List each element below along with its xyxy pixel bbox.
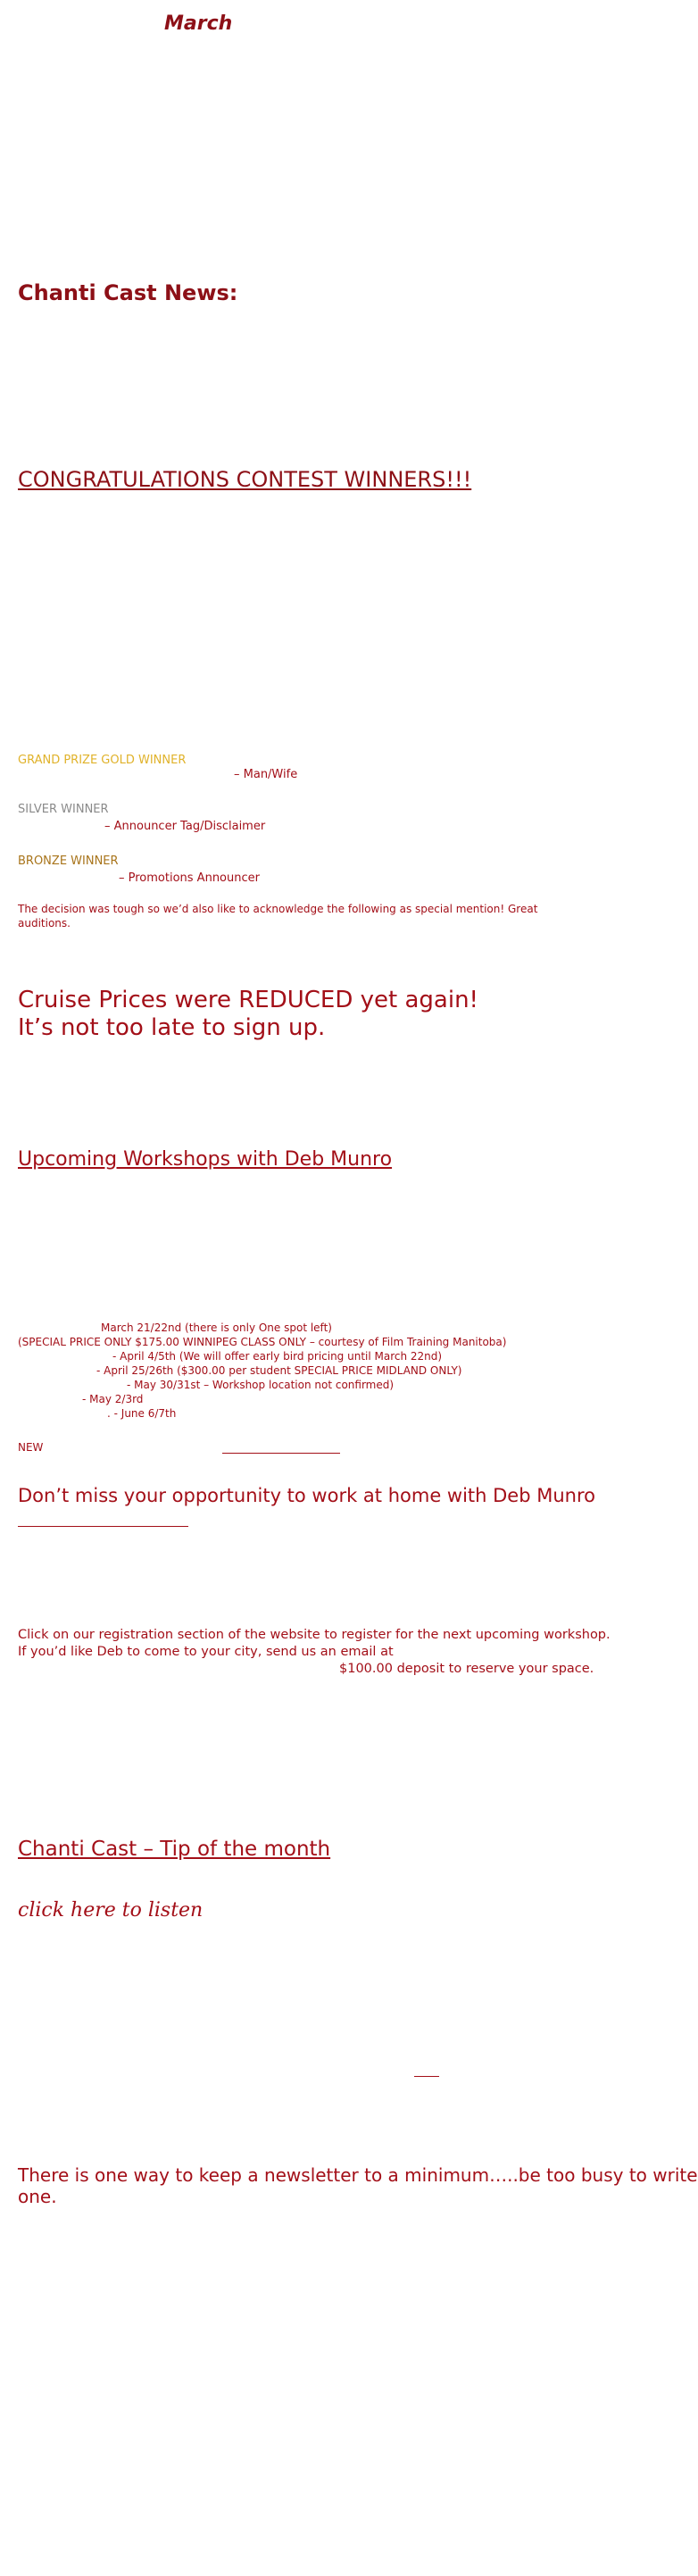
closing-line-2: one.	[18, 2186, 57, 2207]
closing-line-1: There is one way to keep a newsletter to a minimum…..be too busy to write	[18, 2164, 698, 2186]
bronze-winner-label: BRONZE WINNER	[18, 854, 119, 868]
workshop-date-april-4: - April 4/5th (We will offer early bird pricing until March 22nd)	[112, 1350, 443, 1363]
deposit-text: $100.00 deposit to reserve your space.	[339, 1662, 594, 1676]
bronze-winner-detail: – Promotions Announcer	[119, 871, 260, 885]
month-title: March	[164, 13, 233, 35]
workshop-date-may-30: - May 30/31st – Workshop location not confirmed)	[127, 1379, 395, 1391]
tip-heading: Chanti Cast – Tip of the month	[18, 1838, 331, 1861]
workshop-date-march: March 21/22nd (there is only One spot left)	[101, 1321, 332, 1334]
small-link[interactable]	[414, 2076, 439, 2077]
congrats-heading: CONGRATULATIONS CONTEST WINNERS!!!	[18, 467, 472, 492]
cruise-heading-line-2: It’s not too late to sign up.	[18, 1014, 326, 1041]
workshop-date-june-6: . - June 6/7th	[107, 1407, 177, 1420]
workshops-heading: Upcoming Workshops with Deb Munro	[18, 1148, 393, 1171]
new-label: NEW	[18, 1441, 44, 1454]
register-line-2: If you’d like Deb to come to your city, send us an email at	[18, 1645, 394, 1659]
new-workshop-link[interactable]	[222, 1453, 340, 1454]
listen-link[interactable]: click here to listen	[18, 1899, 204, 1922]
work-at-home-link[interactable]	[18, 1526, 188, 1527]
register-line-1: Click on our registration section of the website to register for the next upcoming workshop.	[18, 1628, 611, 1642]
work-at-home-heading: Don’t miss your opportunity to work at home with Deb Munro	[18, 1485, 595, 1506]
cruise-heading-line-1: Cruise Prices were REDUCED yet again!	[18, 987, 478, 1013]
silver-winner-detail: – Announcer Tag/Disclaimer	[104, 820, 266, 833]
workshop-winnipeg-price: (SPECIAL PRICE ONLY $175.00 WINNIPEG CLASS ONLY – courtesy of Film Training Manitoba)	[18, 1336, 507, 1348]
gold-winner-detail: – Man/Wife	[234, 768, 298, 781]
workshop-date-april-25: - April 25/26th ($300.00 per student SPECIAL PRICE MIDLAND ONLY)	[96, 1364, 462, 1377]
special-mention-line-2: auditions.	[18, 917, 71, 930]
news-heading: Chanti Cast News:	[18, 280, 238, 305]
special-mention-line-1: The decision was tough so we’d also like to acknowledge the following as special mention! Great	[18, 903, 538, 915]
workshop-date-may-2: - May 2/3rd	[82, 1393, 144, 1405]
gold-winner-label: GRAND PRIZE GOLD WINNER	[18, 754, 187, 767]
silver-winner-label: SILVER WINNER	[18, 803, 109, 816]
